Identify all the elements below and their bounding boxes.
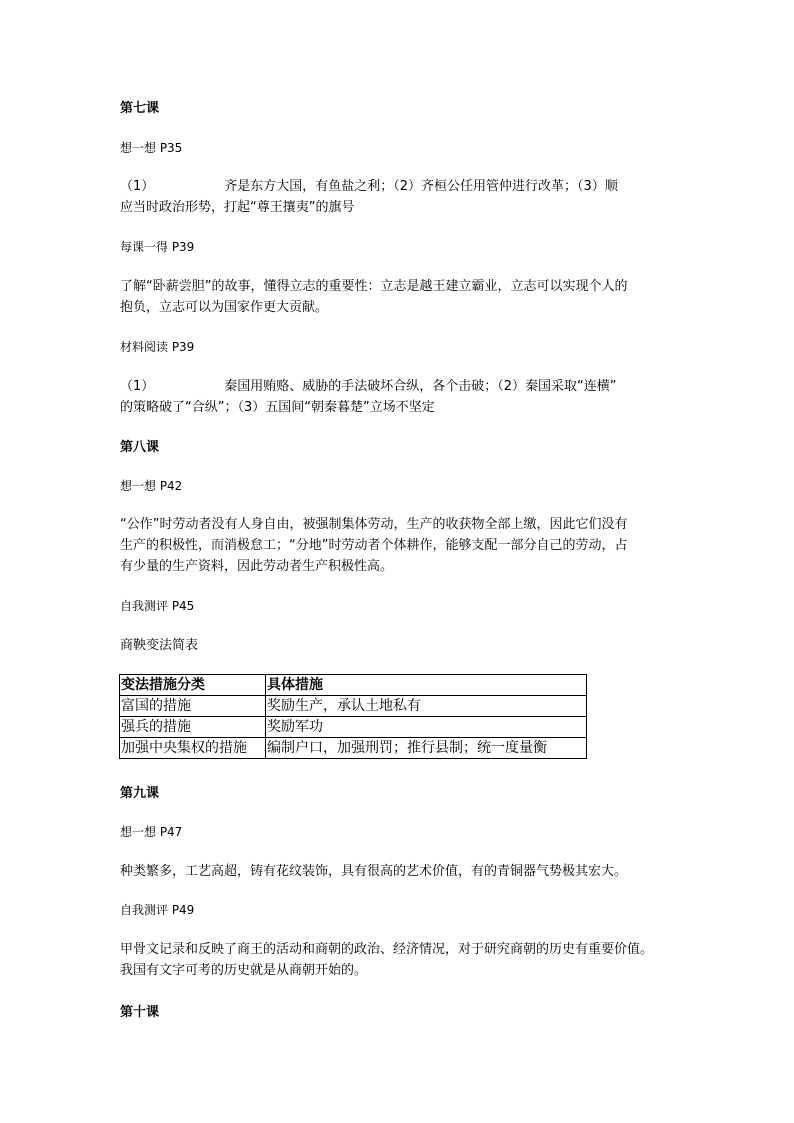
answer-line: 种类繁多，工艺高超，铸有花纹装饰，具有很高的艺术价值，有的青铜器气势极其宏大。 [120, 864, 628, 879]
answer-line [120, 376, 680, 397]
column-header: 变法措施分类 [120, 675, 266, 696]
lesson-8-answer-1 [120, 514, 680, 577]
lesson-8-question-2-label: 自我测评 P45 [120, 599, 195, 613]
lesson-9-answer-1 [120, 861, 680, 882]
answer-line: 生产的积极性，而消极怠工；“分地”时劳动者个体耕作，能够支配一部分自己的劳动，占 [120, 538, 628, 553]
answer-line: 我国有文字可考的历史就是从商朝开始的。 [120, 963, 368, 978]
table-cell: 奖励军功 [266, 717, 587, 738]
table-cell: 强兵的措施 [120, 717, 266, 738]
lesson-9-question-2-label: 自我测评 P49 [120, 903, 195, 917]
answer-line: 的策略破了“合纵”；（3）五国间“朝秦暮楚”立场不坚定 [120, 400, 435, 415]
lesson-7-answer-2 [120, 276, 680, 318]
answer-line: 了解“卧薪尝胆”的故事，懂得立志的重要性：立志是越王建立霸业，立志可以实现个人的 [120, 279, 628, 294]
lesson-9-question-1-label: 想一想 P47 [120, 825, 183, 839]
lesson-7-heading: 第七课 [120, 101, 160, 116]
lesson-9-heading: 第九课 [120, 786, 160, 801]
lesson-10-heading: 第十课 [120, 1005, 160, 1020]
answer-line [120, 176, 680, 197]
table-header-row [120, 675, 587, 696]
lesson-9-answer-2 [120, 939, 680, 981]
lesson-7-answer-3 [120, 376, 680, 418]
column-header: 具体措施 [266, 675, 587, 696]
table-caption: 商鞅变法简表 [120, 638, 199, 653]
shang-yang-reform-table [119, 674, 587, 759]
answer-text: 齐是东方大国，有鱼盐之利；（2）齐桓公任用管仲进行改革；（3）顺 [224, 179, 618, 194]
answer-line: “公作”时劳动者没有人身自由，被强制集体劳动，生产的收获物全部上缴，因此它们没有 [120, 517, 628, 532]
table-row [120, 717, 587, 738]
table-row [120, 738, 587, 759]
answer-line: 甲骨文记录和反映了商王的活动和商朝的政治、经济情况，对于研究商朝的历史有重要价值。 [120, 942, 654, 957]
table-cell: 富国的措施 [120, 696, 266, 717]
answer-line: 有少量的生产资料，因此劳动者生产积极性高。 [120, 559, 394, 574]
item-number: （1） [120, 179, 155, 194]
table-cell: 奖励生产，承认土地私有 [266, 696, 587, 717]
answer-text: 秦国用贿赂、威胁的手法破坏合纵，各个击破；（2）秦国采取“连横” [224, 379, 617, 394]
lesson-7-question-3-label: 材料阅读 P39 [120, 340, 195, 354]
item-number: （1） [120, 379, 155, 394]
answer-line: 应当时政治形势，打起“尊王攘夷”的旗号 [120, 200, 355, 215]
table-cell: 编制户口，加强刑罚；推行县制；统一度量衡 [266, 738, 587, 759]
lesson-8-question-1-label: 想一想 P42 [120, 479, 183, 493]
lesson-7-question-1-label: 想一想 P35 [120, 141, 183, 155]
table-cell: 加强中央集权的措施 [120, 738, 266, 759]
lesson-7-answer-1 [120, 176, 680, 218]
answer-line: 抱负，立志可以为国家作更大贡献。 [120, 300, 329, 315]
table-row [120, 696, 587, 717]
lesson-7-question-2-label: 每课一得 P39 [120, 240, 195, 254]
lesson-8-heading: 第八课 [120, 440, 160, 455]
